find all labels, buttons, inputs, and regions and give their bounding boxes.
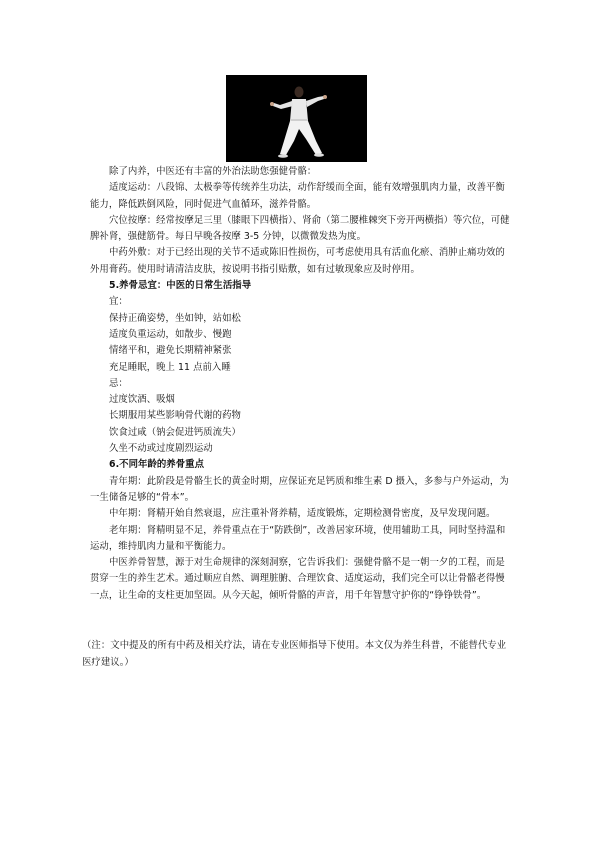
- list-item: 饮食过咸（钠会促进钙质流失）: [109, 426, 241, 438]
- disclaimer-note: （注：文中提及的所有中药及相关疗法，请在专业医师指导下使用。本文仅为养生科普，不能替代专业医疗建议。）: [82, 640, 507, 668]
- intro-paragraph: 除了内养，中医还有丰富的外治法助您强健骨骼：: [109, 166, 317, 177]
- section5-heading: 5.养骨忌宜：中医的日常生活指导: [109, 280, 252, 292]
- tai-chi-figure-icon: [226, 75, 367, 162]
- do-label: 宜：: [109, 296, 128, 308]
- conclusion-paragraph: 中医养骨智慧，源于对生命规律的深刻洞察，它告诉我们：强健骨骼不是一朝一夕的工程，而是贯穿一生的养生艺术。通过顺应自然、调理脏腑、合理饮食、适度运动，我们完全可以让骨骼老得慢一点，让生命的支柱更加坚固。从今天起，倾听骨骼的声音，用千年智慧守护你的“铮铮铁骨”。: [90, 557, 505, 601]
- list-item: 久坐不动或过度剧烈运动: [109, 443, 213, 455]
- avoid-label: 忌：: [109, 377, 128, 389]
- article-body: [90, 164, 510, 604]
- elderly-paragraph: 老年期：肾精明显不足，养骨重点在于“防跌倒”，改善居家环境，使用辅助工具，同时坚持温和运动，维持肌肉力量和平衡能力。: [90, 524, 506, 552]
- middle-age-paragraph: 中年期：肾精开始自然衰退，应注重补肾养精，适度锻炼，定期检测骨密度，及早发现问题。: [109, 508, 496, 520]
- youth-paragraph: 青年期：此阶段是骨骼生长的黄金时期，应保证充足钙质和维生素 D 摄入，多参与户外运动，为一生储备足够的“骨本”。: [90, 475, 509, 503]
- list-item: 过度饮酒、吸烟: [109, 394, 175, 406]
- list-item: 情绪平和，避免长期精神紧张: [109, 345, 232, 357]
- list-item: 保持正确姿势，坐如钟，站如松: [109, 312, 241, 324]
- acupressure-paragraph: 穴位按摩：经常按摩足三里（膝眼下四横指）、肾俞（第二腰椎棘突下旁开两横指）等穴位，可健脾补肾，强健筋骨。每日早晚各按摩 3-5 分钟，以微微发热为度。: [90, 214, 510, 243]
- list-item: 充足睡眠，晚上 11 点前入睡: [109, 361, 231, 373]
- exercise-paragraph: 适度运动：八段锦、太极拳等传统养生功法，动作舒缓而全面，能有效增强肌肉力量，改善平衡能力，降低跌倒风险，同时促进气血循环，滋养骨骼。: [90, 182, 505, 210]
- section6-heading: 6.不同年龄的养骨重点: [109, 459, 205, 471]
- list-item: 长期服用某些影响骨代谢的药物: [109, 410, 241, 422]
- list-item: 适度负重运动，如散步、慢跑: [109, 328, 232, 340]
- tai-chi-practitioner-photo: [226, 75, 367, 162]
- herbal-paragraph: 中药外敷：对于已经出现的关节不适或陈旧性损伤，可考虑使用具有活血化瘀、消肿止痛功效的外用膏药。使用时请清洁皮肤，按说明书指引贴敷，如有过敏现象应及时停用。: [90, 247, 505, 275]
